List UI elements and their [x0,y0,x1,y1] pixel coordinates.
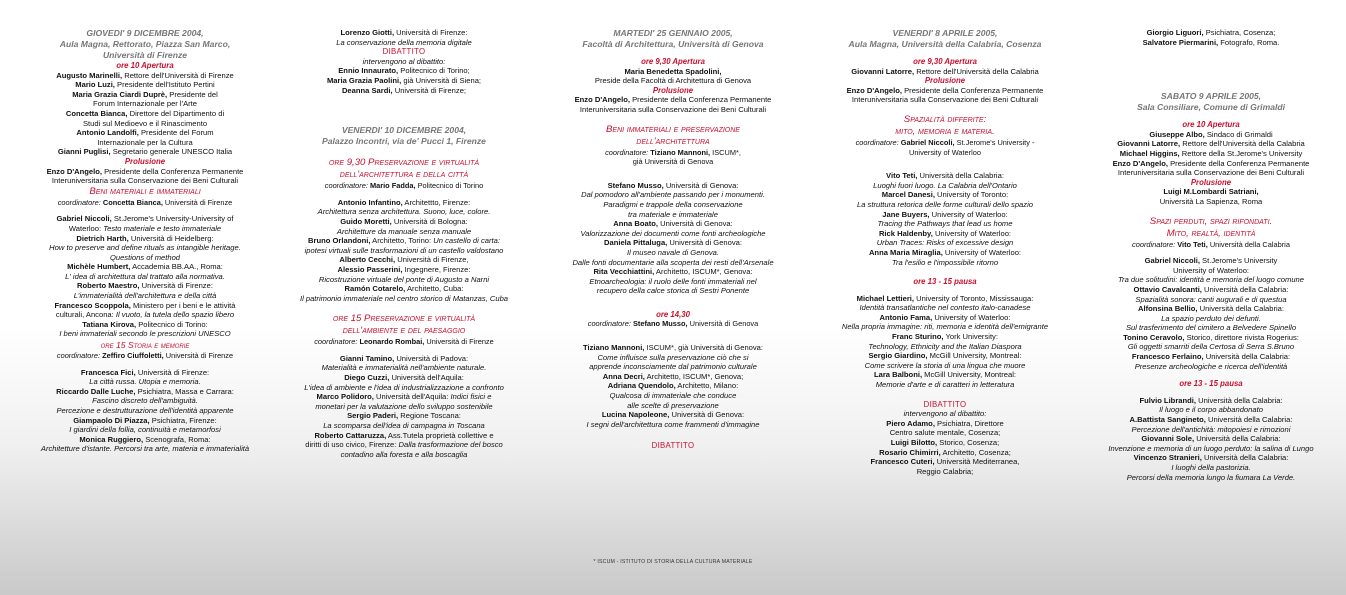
speaker: Francesca Fici, Università di Firenze: [80,367,210,377]
speaker: A.Battista Sangineto, Università della Calabria: [1129,415,1293,425]
prolusione-label: Prolusione [924,76,966,86]
talk-title: Tracing the Pathways that lead us home [877,219,1013,229]
talk-title: Etnoarcheologia: il ruolo delle fonti immateriali nel [589,276,757,286]
session-title: Spazialità differite: [903,113,987,125]
speaker: Mario Luzi, Presidente dell'Istituto Pertini [75,80,215,90]
speaker-role: Centro salute mentale, Cosenza; [889,428,1001,438]
prolusione-label: Prolusione [124,156,166,166]
coordinator: coordinatore: Concetta Bianca, Università di Firenze [57,197,233,207]
speaker: Deanna Sardi, Università di Firenze; [341,85,467,95]
session-title: dell'ambiente e del paesaggio [342,325,466,337]
talk-title: alle scelte di preservazione [627,400,719,410]
talk-title: Materialità e immaterialità nell'ambiente naturale. [321,363,487,373]
day-date: MARTEDI' 25 GENNAIO 2005, [613,28,733,38]
coordinator: coordinatore: Tiziano Mannoni, ISCUM*, [605,147,741,157]
talk-title: Dal pomodoro all'ambiente passando per i monumenti. [581,190,765,200]
talk-title: Come influisce sulla preservazione ciò che si [597,352,749,362]
intervene-label: intervengono al dibattito: [903,409,987,419]
speaker-role: Forum Internazionale per l'Arte [92,99,197,109]
talk-title: Questions of method [109,252,181,262]
speaker: Luigi Bilotto, Storico, Cosenza; [890,438,1000,447]
column-1 [20,0,270,595]
column-5 [1086,0,1336,595]
talk-title: Tra due solitudini: identità e memoria del luogo comune [1117,275,1304,285]
speaker: Enzo D'Angelo, Presidente della Conferenza Permanente [574,95,772,105]
speaker: Rosario Chimirri, Architetto, Cosenza; [879,447,1011,457]
talk-title: Luoghi fuori luogo. La Calabria dell'Ontario [873,180,1017,190]
speaker-role: Internazionale per la Cultura [97,137,193,147]
speaker: Rita Vecchiattini, Architetto, ISCUM*, Genova: [593,267,753,277]
talk-title: Gli oggetti smarriti della Certosa di Serra S.Bruno [1127,342,1295,352]
speaker-role: Interuniversitaria sulla Conservazione dei Beni Culturali [851,95,1039,105]
footnote: * ISCUM - ISTITUTO DI STORIA DELLA CULTURA MATERIALE [593,559,753,565]
talk-title: tra materiale e immateriale [628,209,718,219]
speaker: Antonio Landolfi, Presidente del Forum [76,128,214,138]
speaker-role: Reggio Calabria; [916,466,974,476]
speaker: Lucina Napoleone, Università di Genova: [601,410,745,420]
coordinator: coordinatore: Vito Teti, Università della Calabria [1132,239,1290,249]
speaker-role: Interuniversitaria sulla Conservazione dei Beni Culturali [1117,168,1305,178]
speaker: Michèle Humbert, Accademia BB.AA., Roma: [67,262,223,272]
talk-title: Ricostruzione virtuale del ponte di Augusto a Narni [318,274,490,284]
day-venue: Aula Magna, Università della Calabria, Cosenza [848,39,1042,49]
speaker: Francesco Cuteri, Università Mediterranea, [870,457,1020,467]
speaker: Ramón Cotarelo, Architetto, Cuba: [344,284,464,294]
talk-title: How to preserve and define rituals as intangible heritage. [49,243,241,253]
speaker: Piero Adamo, Psichiatra, Direttore [886,418,1004,428]
speaker: Adriana Quendolo, Architetto, Milano: [607,381,739,391]
column-4 [820,0,1070,595]
day-date: VENERDI' 8 APRILE 2005, [892,28,998,38]
column-2 [290,0,518,595]
session-time: ore 10 Apertura [1182,120,1240,130]
session-title: mito, memoria e materia. [895,125,995,137]
coordinator: coordinatore: Mario Fadda, Politecnico di Torino [324,181,484,191]
session-title: Spazi perduti, spazi rifondati. [1149,215,1273,227]
session-time: ore 13 - 15 pausa [913,277,977,287]
speaker: Anna Maria Miraglia, University of Waterloo: [868,247,1022,257]
day-venue: Facoltà di Architettura, Università di Genova [582,39,764,49]
speaker: Giuseppe Albo, Sindaco di Grimaldi [1149,129,1273,139]
speaker: Alfonsina Bellio, Università della Calabria: [1137,304,1285,314]
speaker: Lorenzo Giotti, Università di Firenze: [340,28,468,37]
speaker: Fulvio Librandi, Università della Calabria: [1139,395,1283,405]
speaker: Francesco Scoppola, Ministero per i beni e le attività [54,300,236,310]
speaker: Alessio Passerini, Ingegnere, Firenze: [337,264,471,274]
speaker: Maria Grazia Paolini, già Università di Siena; [326,75,482,85]
talk-title: L'immaterialità dell'architettura e della città [73,291,217,301]
speaker-role: University of Waterloo: [1172,265,1250,275]
speaker: Michael Lettieri, University of Toronto, Mississauga: [856,293,1034,303]
session-title: Beni materiali e immateriali [89,185,201,197]
prolusione-label: Prolusione [652,85,694,95]
session-title: ore 15 Storia e memorie [100,340,190,351]
session-title: Mito, realtà, identità [1166,227,1256,239]
day-date: VENERDI' 10 DICEMBRE 2004, [341,125,467,136]
talk-title: La spazio perduto dei defunti. [1161,313,1261,323]
speaker: Guido Moretti, Università di Bologna: [340,216,468,226]
speaker: Daniela Pittaluga, Università di Genova: [603,238,743,248]
day-venue: Sala Consiliare, Comune di Grimaldi [1136,102,1286,113]
talk-title: I segni dell'architettura come frammenti d'immagine [586,419,760,429]
coordinator-affiliation: già Università di Genova [632,157,714,167]
prolusione-label: Prolusione [1190,177,1232,187]
talk-title: Percorsi della memoria lungo la fiumara La Verde. [1126,472,1296,482]
speaker-role: Università La Sapienza, Roma [1159,196,1263,206]
session-time: ore 14,30 [656,309,690,319]
session-time: ore 9,30 Apertura [641,57,705,66]
session-time: ore 10 Apertura [116,61,174,70]
speaker: Anna Decri, Architetto, ISCUM*, Genova; [602,371,744,381]
dibattito-label: DIBATTITO [382,47,426,57]
speaker: Tatiana Kirova, Politecnico di Torino: [82,319,208,329]
talk-title: La scomparsa dell'idea di campagna in Toscana [323,421,485,431]
speaker: Sergio Paderi, Regione Toscana: [347,411,461,421]
coordinator: coordinatore: Zeffiro Ciuffoletti, Università di Firenze [56,351,234,361]
speaker: Enzo D'Angelo, Presidente della Conferenza Permanente [46,166,244,176]
talk-title: Memorie d'arte e di caratteri in letteratura [875,380,1015,390]
speaker: Diego Cuzzi, Università dell'Aquila: [344,373,464,383]
talk-title: Fascino discreto dell'ambiguità. [92,396,198,406]
day-venue: Palazzo Incontri, via de' Pucci 1, Firenze [322,136,486,147]
session-title: dell'architettura [636,135,710,147]
talk-title: Il museo navale di Genova. [626,247,720,257]
talk-title: Come scrivere la storia di una lingua che muore [864,360,1026,370]
speaker: Francesco Ferlaino, Università della Calabria: [1131,352,1291,362]
speaker: Dietrich Harth, Università di Heidelberg: [76,233,214,243]
talk-title: Urban Traces: Risks of excessive design [876,238,1014,248]
talk-title: I giardini della follia, continuità e metamorfosi [69,425,221,435]
speaker: Rick Haldenby, University of Waterloo: [878,228,1012,238]
session-time: ore 9,30 Apertura [913,57,977,66]
talk-title: ipotesi virtuali sulle trasformazioni di un castello valdostano [304,245,504,255]
session-title: Beni immateriali e preservazione [606,123,740,135]
speaker: Antonio Fama, University of Waterloo: [879,312,1011,322]
speaker: Luigi M.Lombardi Satriani, [1163,187,1259,197]
speaker: Maria Benedetta Spadolini, [624,66,722,76]
talk-title: I beni immateriali secondo le prescrizioni UNESCO [59,329,231,339]
day-date: SABATO 9 APRILE 2005, [1160,91,1262,102]
speaker: Roberto Cattaruzza, Ass.Tutela proprietà collettive e [314,430,494,440]
speaker: Gianni Tamino, Università di Padova: [339,353,469,363]
speaker: Marco Polidoro, Università dell'Aquila: Indici fisici e [316,392,492,402]
talk-title: La conservazione della memoria digitale [336,37,472,47]
speaker: Maria Grazia Ciardi Duprè, Presidente del [72,89,218,99]
speaker: Vito Teti, Università della Calabria: [886,171,1004,181]
dibattito-label: DIBATTITO [651,441,695,451]
speaker: Gianni Puglisi, Segretario generale UNESCO Italia [57,147,233,157]
speaker: Enzo D'Angelo, Presidente della Conferenza Permanente [846,85,1044,95]
talk-title: Il patrimonio immateriale nel centro storico di Matanzas, Cuba [299,293,509,303]
talk-title: Tra l'esilio e l'impossibile ritorno [891,257,999,267]
talk-title: Paradigmi e trappole della conservazione [603,199,743,209]
coordinator: coordinatore: Leonardo Rombai, Università di Firenze [314,337,494,347]
speaker: Giampaolo Di Piazza, Psichiatra, Firenze: [73,415,217,425]
speaker: Anna Boato, Università di Genova: [613,219,733,229]
talk-title: Presenze archeologiche e ricerca dell'identità [1134,361,1288,371]
talk-title: Technology, Ethnicity and the Italian Diaspora [868,341,1022,351]
session-title: ore 9,30 Preservazione e virtualità [328,157,480,169]
day-venue: Aula Magna, Rettorato, Piazza San Marco, [59,39,231,49]
speaker: Concetta Bianca, Direttore del Dipartimento di [65,108,225,118]
session-title: ore 15 Preservazione e virtualità [332,313,476,325]
speaker: Giovanni Sole, Università della Calabria: [1141,434,1281,444]
speaker-role: Interuniversitaria sulla Conservazione dei Beni Culturali [579,104,767,114]
speaker: Stefano Musso, Università di Genova: [607,180,739,190]
coordinator: coordinatore: Stefano Musso, Università di Genova [587,319,759,329]
speaker: Enzo D'Angelo, Presidente della Conferenza Permanente [1112,158,1310,168]
speaker: Augusto Marinelli, Rettore dell'Università di Firenze [56,70,234,80]
talk-title: Architetture d'istante. Percorsi tra arte, materia e immaterialità [40,444,250,454]
speaker-role: Studi sul Medioevo e il Rinascimento [82,118,208,128]
talk-title: recupero della calce storica di Sestri Ponente [596,286,750,296]
speaker-role: Preside della Facoltà di Architettura di Genova [594,76,752,86]
speaker: Gabriel Niccoli, St.Jerome's University-University of [56,214,234,224]
talk-title: L'idea di ambiente e l'idea di industrializzazione a confronto [304,382,504,392]
speaker: Lara Balboni, McGill University, Montreal: [873,370,1017,380]
speaker: Bruno Orlandoni, Architetto, Torino: Un castello di carta: [308,236,500,246]
speaker: Giovanni Latorre, Rettore dell'Università della Calabria [1117,139,1305,149]
speaker: Ottavio Cavalcanti, Università della Calabria: [1133,284,1289,294]
speaker: Jane Buyers, University of Waterloo: [882,209,1008,219]
speaker: Marcel Danesi, University of Toronto: [881,190,1009,200]
coordinator-affiliation: University of Waterloo [908,147,981,157]
talk-title: I luoghi della pastorizia. [1171,463,1251,472]
speaker: Tonino Ceravolo, Storico, direttore rivista Rogerius: [1123,332,1299,342]
speaker: Antonio Infantino, Architettto, Firenze: [337,197,471,207]
speaker: Franc Sturino, York University: [892,332,998,342]
talk-title: Sul trasferimento del cimitero a Belvedere Spinello [1125,323,1297,333]
talk-title: La città russa. Utopia e memoria. [89,377,201,387]
speaker: Sergio Giardino, McGill University, Montreal: [868,351,1022,361]
talk-title: La struttura retorica delle forme culturali dello spazio [856,199,1033,209]
speaker: Giovanni Latorre, Rettore dell'Università della Calabria [851,66,1039,76]
coordinator: coordinatore: Gabriel Niccoli, St.Jerome's University - [855,137,1035,147]
column-3 [548,0,798,595]
session-time: ore 13 - 15 pausa [1179,379,1243,389]
day-venue: Università di Firenze [102,50,188,60]
talk-title: Il luogo e il corpo abbandonato [1159,405,1263,415]
speaker: Monica Ruggiero, Scenografa, Roma: [79,434,211,444]
talk-title: contadino alla foresta e alla boscaglia [340,449,468,459]
talk-title: Nella propria immagine: riti, memoria e identità dell'emigrante [841,322,1049,332]
talk-title: Spazialità sonora: canti augurali e di questua [1135,294,1287,304]
talk-title: apprende inconsciamente dal patrimonio culturale [589,362,757,372]
speaker: Salvatore Piermarini, Fotografo, Roma. [1142,37,1280,47]
talk-title: Identità transatlantiche nel contesto italo-canadese [859,303,1031,313]
talk-title: monetari per la valutazione dello sviluppo sostenibile [315,401,493,411]
speaker: Roberto Maestro, Università di Firenze: [77,281,213,291]
talk-title: Invenzione e memoria di un luogo perduto: la salina di Lungo [1108,443,1314,453]
talk-title: L' idea di architettura dal trattato alla normativa. [65,271,225,281]
talk-title: Dalle fonti documentarie alla scoperta dei resti dell'Arsenale [572,257,774,267]
intervene-label: intervengono al dibattito: [362,56,446,66]
day-date: GIOVEDI' 9 DICEMBRE 2004, [86,28,204,38]
speaker: Tiziano Mannoni, ISCUM*, già Università di Genova: [582,343,764,353]
dibattito-label: DIBATTITO [923,399,967,409]
speaker: Michael Higgins, Rettore della St.Jerome's University [1119,148,1303,158]
speaker: Riccardo Dalle Luche, Psichiatra, Massa e Carrara: [56,386,234,396]
talk-title: Architetture da manuale senza manuale [336,226,472,236]
talk-title: Qualcosa di immateriale che conduce [609,391,737,401]
session-title: dell'architettura e della città [339,169,469,181]
talk-title: Architettura senza architettura. Suono, luce, colore. [317,207,491,217]
speaker: Waterloo: Testo materiale e testo immateriale [68,223,222,233]
speaker-role: Interuniversitaria sulla Conservazione dei Beni Culturali [51,176,239,186]
talk-title: Valorizzazione dei documenti come fonti archeologiche [580,228,766,238]
speaker: diritti di uso civico, Firenze: Dalla trasformazione del bosco [305,440,503,450]
speaker: Vincenzo Stranieri, Università della Calabria: [1133,453,1289,463]
speaker: Ennio Innaurato, Politecnico di Torino; [338,66,470,76]
speaker: Alberto Cecchi, Università di Firenze, [339,255,469,265]
speaker: Giorgio Liguori, Psichiatra, Cosenza; [1146,28,1276,37]
speaker: culturali, Ancona: Il vuoto, la tutela dello spazio libero [55,310,235,320]
talk-title: Percezione e destrutturazione dell'identità apparente [56,406,234,415]
talk-title: Percezione dell'antichità: mitopoiesi e rimozioni [1131,424,1291,434]
speaker: Gabriel Niccoli, St.Jerome's University [1144,256,1278,266]
